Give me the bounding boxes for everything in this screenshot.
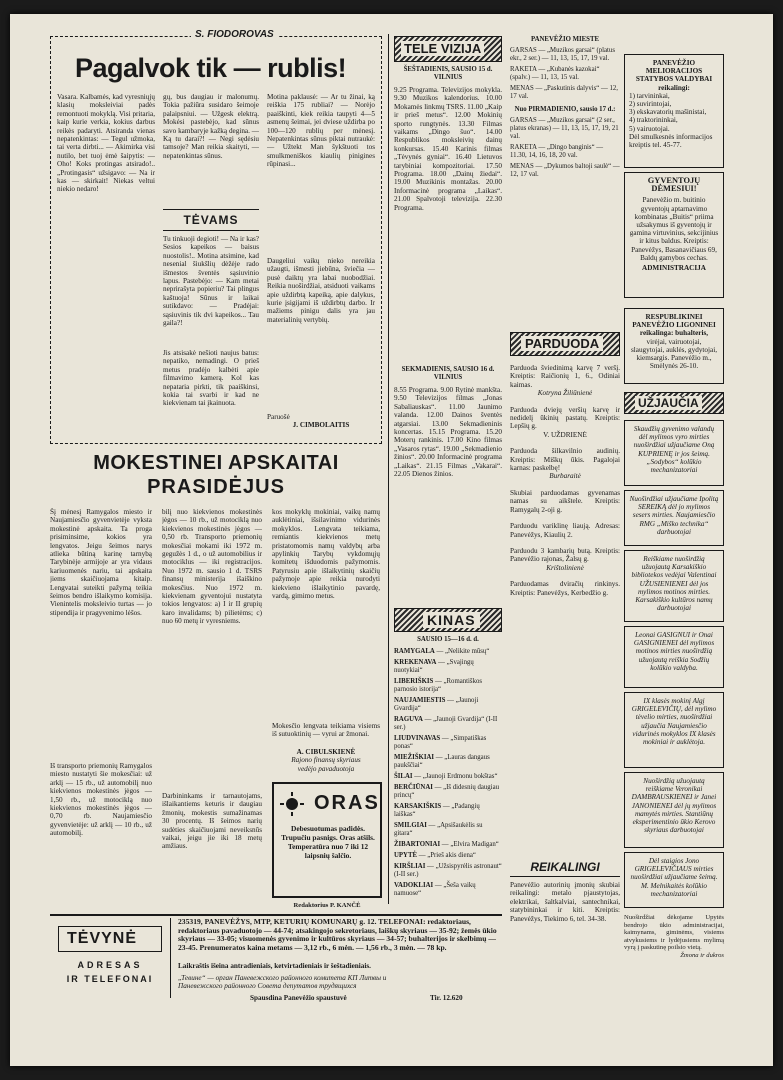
- cinema-item: MIEŽIŠKIAI — „Lauras dangaus paukščiai“: [394, 754, 490, 769]
- right-ad-line: 2) suvirintojai,: [629, 100, 672, 109]
- cinema-item: KARSAKIŠKIS — „Padangių laiškas“: [394, 803, 480, 818]
- cinema-item: RAGUVA — „Jaunoji Gvardija“ (I-II ser.): [394, 716, 498, 731]
- newspaper-page: [10, 14, 773, 1066]
- cinema-line: MENAS — „Dykumos baltoji saulė“ — 12, 17 val.: [510, 163, 620, 178]
- tax-title-line1: MOKESTINEI APSKAITAI: [93, 452, 339, 474]
- kinas-date: SAUSIO 15—16 d. d.: [417, 636, 479, 643]
- article-author: S. FIODOROVAS: [191, 29, 278, 40]
- tv-day2-text: 8.55 Programa. 9.00 Rytinė mankšta. 9.50 Televizijos filmas „Jonas Sabaliauskas“. 11.00 Jaunimo valanda. 12.00 Dainos šventės atgarsiai. 13.00 Sekmadieninis koncertas. 15.15 Programa. 15.20 Moterų rankinis. 17.00 Kino filmas „Vasaros rytas“. 19.00 „Sekmadienio žinios“. 20.00 Informacinė programa „Laikas“. 21.15 Filmas „Vakarai“. 22.05 Dienos žinios.: [394, 386, 502, 479]
- uzjaucia-section: [624, 392, 724, 960]
- article-col-2b: Tu tinkuoji degioti! — Na ir kas? Sesios kapeikos — baisus nuostolis!.. Motina atsimine, kad nesenial šiukšlių dėžėje rado išmestos šventės sąsiuvinio lapus. Pastebėjo: — Kam metai neprirašyta popieriu? Tai plingus kaštuoja! Sūnus ir laikai sutikdavo: — Pradėjai: sąsiuvinis tik dvi kapeikos... Tau gaila?!: [163, 235, 259, 328]
- tv-day1-city: VILNIUS: [433, 74, 463, 81]
- weather-icon: [280, 792, 304, 816]
- subhead-tevams: [163, 209, 259, 231]
- panevezys-cinema: [510, 36, 620, 316]
- thanks-note: Nuoširdžiai dėkojame Upytės bendrojo ūkio administracijai, kaimynams, giminėms, visiems atvykusiems ir lydėjusiems mylimą vyrą į paskutinę poilsio vietą.: [624, 914, 724, 952]
- reikalingi-section: [510, 860, 620, 984]
- weather-text: Debesuotumas padidės. Trupučiu pasnigs. Oras atšils. Temperatūra nuo 7 iki 12 laipsnių šalčio.: [281, 824, 375, 860]
- masthead-logo: [58, 926, 162, 952]
- weather-title: ORAS: [314, 792, 380, 814]
- condolence-item: Skaudžių gyvenimo valandų dėl mylimos vyro mirties nuoširdžiai užjaučiame Oną KUPRIENĘ ir jos šeimą. „Sodybos“ kolūkio mechanizatoriai: [624, 420, 724, 486]
- condolence-item: Leonai GASIGNUI ir Onai GASIGNIENEI dėl mylimos motinos mirties nuoširdžią užuojautą reiškia Sodžių kolūkio valdyba.: [624, 626, 724, 688]
- reikalingi-title: REIKALINGI: [510, 860, 620, 877]
- right-ad-buitis: [624, 172, 724, 298]
- article-col-2: gų, bus daugiau ir malonumų. Tokia pažiūra susidaro šeimoje palaipsniui. — Užgesk elektrą. Mokėsi pastebėjo, kad sūnus savo kambaryje kažką degina. — Ką tu darai?! — Negi sędėsiu tamsoje? Man reikia skaityti, — nepatenkintas sūnus.: [163, 93, 259, 160]
- footer-address: 235319, PANEVĖŽYS, MTP, KETURIŲ KOMUNARŲ g. 12. TELEFONAI: redaktoriaus, redaktoriaus pavaduotojo — 44-74; atsakingojo sekretoriaus, laiškų skyriaus — 35-92; žemės ūkio skyriaus — 33-05; visuomenės gyvenimo ir kultūros skyriaus — 34-57; buhalterijos ir skelbimų — 23-45. Prenumeratos kaina metams — 3,12 rb., 6 mėn. — 1,56 rb., 3 mėn. — 78 kp.: [178, 917, 497, 952]
- footer-russian-2: Паневежского районного Совета депутатов трудящихся: [178, 982, 357, 990]
- tax-col-1: Šį mėnesį Ramygalos miesto ir Naujamiesčio gyvenvietėje vyksta mokestinė apskaita. Ta proga prisiminsime, kokios yra lengvatos. Jeigu šeimos narys atlieka būtiną karinę tarnybą Tarybinėje armijoje ar yra vidaus kariuomenės nariu, tai apskaita jiems skaičiuojama kitaip. Lengvatai suteikti pažymą teikia šeimos bendro išlaikymo komisija. Vienintelis moksleivio turtas — jo stipendija ir pragyvenimo lėšos.: [50, 508, 152, 617]
- parduoda-section: [510, 332, 620, 852]
- footer-russian-1: „Тевине“ — орган Паневежского районного комитета КП Литвы и: [178, 974, 387, 982]
- cinema-line: RAKETA — „Kubanės kazokai“ (spalv.) — 11, 13, 15 val.: [510, 66, 600, 81]
- cinema-item: KREKENAVA — „Svajingų nuotykiai“: [394, 659, 474, 674]
- tv-day2: SEKMADIENIS, SAUSIO 16 d.: [401, 366, 495, 373]
- tv-day1-text: 9.25 Programa. Televizijos mokykla. 9.30 Muzikos kalendorius. 10.00 Mokamės linkmų TSRS. 11.00 „Kaip ir prieš metus“. 12.00 Mokinių sporto rungtynės. 13.30 Filmas vaikams „Dingo šuo“. 14.00 Respublikos moksleivių dainų konkursas. 15.40 Karinis filmas „Tėvynės gyniai“. 16.40 Lietuvos tarybiniai kompozitoriai. 17.50 Programa. 18.00 „Dainų žiedai“. 19.00 Muzikinis montažas. 20.00 Informacinė programa „Laikas“. 21.00 Spalvotoji televizija. 22.30 Programa.: [394, 86, 502, 212]
- article-col-1: Vasara. Kalbamės, kad vyresniųjų klasių moksleiviai padės remontuoti mokyklą. Visi pritaria, kaip kurie verkia, kokius darbus reikės padaryti. Atsiranda vienas nepatenkintas: — Tegul užmoka, tai verta dirbti... — Akimirka visi nutilo, bet tuoj ėmė šaipytis: — Oho! Koks protingas atsirado!.. „Protingasis“ užsigavo: — Na ir kas — skirkait! Niekas veltui niekio nedaro!: [57, 93, 155, 194]
- tax-article: [50, 452, 382, 900]
- right-ad-line: virėjai, vairuotojai, slaugytojai, auklės, gydytojai, kiemsargis. Panevėžio m., Smėlynės 26-10.: [630, 337, 718, 371]
- thanks-signoff: Žmona ir dukros: [680, 951, 724, 959]
- cinema-item: ŠILAI — „Jaunoji Erdmonu bokštas“: [394, 773, 498, 780]
- tax-col-3b: Mokesčio lengvata teikiama visiems iš sutuoktinių — vyrui ar žmonai.: [272, 722, 380, 739]
- condolence-item: Dėl staigios Jono GRIGELEVIČIAUS mirties nuoširdžiai užjaučiame šeimą. M. Melnikaitės kolūkio mechanizatoriai: [624, 852, 724, 908]
- article-title: Pagalvok tik — rublis!: [75, 53, 347, 83]
- footer-tirazas: Tir. 12.620: [430, 994, 463, 1002]
- ad-item: Skubiai parduodamas gyvenamas namas su aikštele. Kreiptis: Ramygalų 2-oji g.: [510, 488, 620, 514]
- ad-item-signature: Kotryna Žiliūnienė: [537, 389, 593, 398]
- cinema-item: KIRŠLIAI — „Užsispyrėlis astronaut“ (I-II ser.): [394, 863, 502, 878]
- cinema-item: RAMYGALA — „Nelikite mūsų“: [394, 648, 490, 655]
- top-article: [50, 29, 382, 444]
- right-ad-line: 4) traktorininkai,: [629, 116, 678, 125]
- tax-col-2: bilį nuo kiekvienos mokestinės jėgos — 10 rb., už motociklą nuo kiekvienos mokestinės jėgos — 0,50 rb. Transporto priemonių mokesčiai mokami iki 1972 m. gegužės 1 d., o už automobilius ir motociklus — iki registracijos. Nuo 1972 m. sausio 1 d. TSRS finansų ministerija išaiškino mokesčius. Nuo 1972 m. kiekvienam gyventojui nustatyta tokios lengvatos: a) I ir II grupių karo invalidams; b) pilietėms; c) nuo 60 metų ir vyresniems.: [162, 508, 262, 626]
- kinas-header-label: KINAS: [423, 612, 480, 628]
- tv-header: [394, 36, 502, 62]
- cinema-item: NAUJAMIESTIS — „Jaunoji Gvardija“: [394, 697, 479, 712]
- ad-item: Parduodu variklinę liaują. Adresas: Panevėžys, Kiaulių 2.: [510, 522, 620, 539]
- cinema-item: VADOKLIAI — „Šeša vaikų namuose“: [394, 882, 476, 897]
- right-ad-line: ADMINISTRACIJA: [642, 264, 706, 273]
- tax-signature-role2: vedėjo pavaduotoja: [297, 764, 355, 773]
- tax-signature-name: A. CIBULSKIENĖ: [296, 748, 356, 756]
- footer-divider: [170, 918, 171, 998]
- kinas-section: [394, 608, 502, 904]
- cinema-item: BERČIŪNAI — „Iš didesnių daugiau princų“: [394, 784, 499, 799]
- tv-header-label: TELE VIZIJA: [401, 41, 484, 56]
- cinema-line: GARSAS — „Muzikos garsai“ (platus ekr., 2 ser.) — 11, 13, 15, 17, 19 val.: [510, 47, 615, 62]
- tax-signature-role1: Rajono finansų skyriaus: [291, 756, 361, 765]
- condolence-item: Nuoširdžią užuojautą reiškiame Veronikai DAMBRAUSKIENEI ir Janei JANONIENEI dėl jų mylimos mamytės mirties. Stantiūnų eksperimentinio ūkio Kerovo skyriaus darbuotojai: [624, 772, 724, 848]
- cinema-line: GARSAS — „Muzikos garsai“ (2 ser., platus ekranas) — 11, 13, 15, 17, 19, 21 val.: [510, 117, 619, 140]
- masthead-sub1: ADRESAS: [77, 960, 143, 970]
- masthead-sub2: IR TELEFONAI: [66, 974, 154, 984]
- right-ad-ligonine: [624, 308, 724, 384]
- article-col-2c: Jis atsisakė nešioti naujus batus: nepatiko, nemadingi. O prieš metus pradėjo kalbėti apie filmavimo kamerą. Kol kas nepataria pirkti, tik paaiškinsi, kokia tai svarbi ir kad ne kiekvienam tai įkainuota.: [163, 349, 259, 408]
- parduoda-header-label: PARDUODA: [521, 336, 603, 351]
- tax-col-2b: Darbininkams ir tarnautojams, išlaikantiems keturis ir daugiau žmonių, mokestis sumažinamas 30 procentų. Iš šeimos narių sudėties skaičiuojami neveiksnūs vaikai, jeigu jie iki 18 metų amžiaus.: [162, 792, 262, 851]
- footer-rule: [50, 914, 502, 916]
- right-ad-line: Dėl smulkesnės informacijos kreiptis tel. 45-77.: [629, 132, 713, 150]
- tax-col-3: kos mokyklų mokiniai, vaikų namų auklėtiniai, išsilavinimo vidurinės mokyklos. Lengvata teikiama, remiantis kiekvienos metų pristatomomis namų valdybų arba apylinkių Tarybų vykdomųjų komitetų išduodomis pažymomis. Patyrusiu apie išlaikytinių skaičių pažymoje apie reikia nurodyti kiekvieno išlaikytinio pavardę, vardą, gimimo metus.: [272, 508, 380, 601]
- parduoda-header: [510, 332, 620, 356]
- ad-item-signature: V. UŽDRIENĖ: [543, 430, 587, 439]
- right-ad-line: 5) vairuotojai.: [629, 124, 670, 133]
- footer-note: Laikraštis išeina antradieniais, ketvirtadieniais ir šeštadieniais.: [178, 962, 371, 970]
- tax-col-1b: Iš transporto priemonių Ramygalos miesto nustatyti šie mokesčiai: už arklį — 15 rb., už automobilį nuo kiekvienos mokestinės jėgos — 1,50 rb., už motociklą nuo kiekvienos mokestinės jėgos — 0,70 rb. Naujamiesčio gyvenvietėje: už arklį — 10 rb., už automobilį.: [50, 762, 152, 838]
- cinema-item: LIUDVINAVAS — „Simpatiškas ponas“: [394, 735, 487, 750]
- right-ad-line: 1) tarvininkai,: [629, 91, 670, 100]
- footer-printer: Spausdina Panevėžio spaustuvė: [250, 994, 347, 1002]
- subhead-tevams-label: TĖVAMS: [183, 213, 239, 227]
- uzjaucia-header-label: UŽJAUČIA: [635, 396, 702, 410]
- cinema-line: MENAS — „Paskutinis dalyvis“ — 12, 17 val.: [510, 85, 618, 100]
- cinema-line: Nuo PIRMADIENIO, sausio 17 d.:: [514, 106, 616, 113]
- cinema-item: UPYTĖ — „Prieš akis diena“: [394, 852, 476, 859]
- ad-item: Parduoda dviejų veršių karvę ir nedidelį ūkinių pastatų. Kreiptis: Lepšių g.: [510, 405, 620, 431]
- ad-item: Parduoda šviedinimą karvę 7 veršį. Kreiptis: Raičionių 1, 6., Odiniai kaimas.: [510, 364, 620, 389]
- condolence-item: Nuoširdžiai užjaučiame Ipolitą SEREIKĄ dėl jo mylimos sesers mirties. Naujamiesčio RMG „Miško technika“ darbuotojai: [624, 490, 724, 546]
- cinema-item: SMILGIAI — „Apsišaukėlis su gitara“: [394, 822, 483, 837]
- cinema-list: [394, 648, 502, 901]
- right-ad-title: GYVENTOJŲ DĖMESIUI!: [647, 176, 701, 194]
- condolence-item: Reiškiame nuoširdžią užuojautą Karsakiškio bibliotekos vedėjai Valentinai UŽUSIENIENEI dėl jos mylimos motinos mirties. Karsakiškio kultūros namų darbuotojai: [624, 550, 724, 622]
- right-ad-line: 3) ekskavatorių mašinistai,: [629, 108, 707, 117]
- signature-name: J. CIMBOLAITIS: [292, 421, 350, 430]
- ad-item: Parduodu 3 kambarių butą. Kreiptis: Panevėžio rajonas, Žalsų g.: [510, 546, 620, 564]
- signature-label: Paruošė: [267, 413, 290, 421]
- column-divider: [388, 34, 389, 904]
- ad-item: Parduodamas dviračių rinkinys. Kreiptis: Panevėžys, Kerbedžio g.: [510, 580, 620, 597]
- cinema-line: RAKETA — „Dingo banginis“ — 11.30, 14, 16, 18, 20 val.: [510, 144, 604, 159]
- tax-signature: [272, 748, 380, 773]
- tax-title-line2: PRASIDĖJUS: [147, 476, 285, 498]
- article-col-3: Motina paklausė: — Ar tu žinai, ką reiškia 175 rubliai? — Norėjo paaiškinti, kiek reikia taupyti 4—5 asmenų šeimai, jei dviese uždirba po 100—120 rublių per mėnesį. Nepatenkintas sūnus piktai nutraukė: — Užtekt Man šykštuoti tos smulkmeniškos kiaulių pinigines rūpinasi...: [267, 93, 375, 169]
- editor-line: Redaktorius P. KANČĖ: [293, 902, 361, 909]
- signature-block: [267, 413, 375, 430]
- kinas-header: [394, 608, 502, 632]
- article-col-3b: Daugeliui vaikų nieko nereikia užaugti, išmesti jiebūna, šviečia — pusė daiktų yra labai nuobodžiai. Reikia nuoširdžiai, atsiduoti vaikams apie uždirbtą kapeiką, apie dalykus, kurie įsigijami iš uždirbtų darbo. Ir mažiems pinigu dalis yra jau materialinių vertybių.: [267, 257, 375, 324]
- tv-day2-city: VILNIUS: [433, 374, 463, 381]
- right-ad-title: RESPUBLIKINEI PANEVĖŽIO LIGONINEI reikalinga: buhalteris,: [632, 313, 716, 338]
- cinema-item: ŽIBARTONIAI — „Elvira Madigan“: [394, 841, 499, 848]
- ad-item-signature: Burbaraitė: [549, 472, 581, 481]
- weather-box: [272, 782, 382, 898]
- cinema-item: LIBERIŠKIS — „Romantiškos parnosio istorija“: [394, 678, 483, 693]
- panevezys-cinema-title: PANEVĖŽIO MIESTE: [530, 36, 600, 43]
- right-ad-line: Panevėžio m. buitinio gyventojų aptarnavimo kombinatas „Buitis“ priima užsakymus iš gyventojų ir gamina virtuvinius, sekcijinius ir kitus baldus. Kreiptis: Panevėžys, Basanavičiaus 69, Baldų gamybos cechas.: [629, 196, 719, 262]
- ad-item-signature: Krištolinienė: [546, 563, 584, 572]
- tv-day1: ŠEŠTADIENIS, SAUSIO 15 d.: [403, 66, 493, 73]
- masthead-label: TĖVYNĖ: [67, 930, 138, 947]
- tv-column: [394, 36, 502, 604]
- reikalingi-text: Panevėžio autorinių įmonių skubiai reikalingi: metalo pjaustytojas, elektrikai, šaltkalviai, santechnikai, statybininkai ir kiti. Kreiptis: Panevėžys, Tiekimo 6, tel. 34-38.: [510, 881, 620, 923]
- uzjaucia-header: [624, 392, 724, 414]
- right-ad-title: PANEVĖŽIO MELIORACIJOS STATYBOS VALDYBAI reikalingi:: [635, 59, 713, 92]
- ad-item: Parduoda šilkavilnio audinių. Kreiptis: Miškų ūkis. Pagalojai karnas: paskelbę!: [510, 447, 620, 473]
- condolence-item: IX klasės mokinį Algį GRIGELEVIČIŲ, dėl mylimo tėvelio mirties, nuoširdžiai užjaučia Naujamiesčio vidurinės mokyklos IX klasės mokiniai ir auklėtoja.: [624, 692, 724, 768]
- right-ad-melioracija: [624, 54, 724, 168]
